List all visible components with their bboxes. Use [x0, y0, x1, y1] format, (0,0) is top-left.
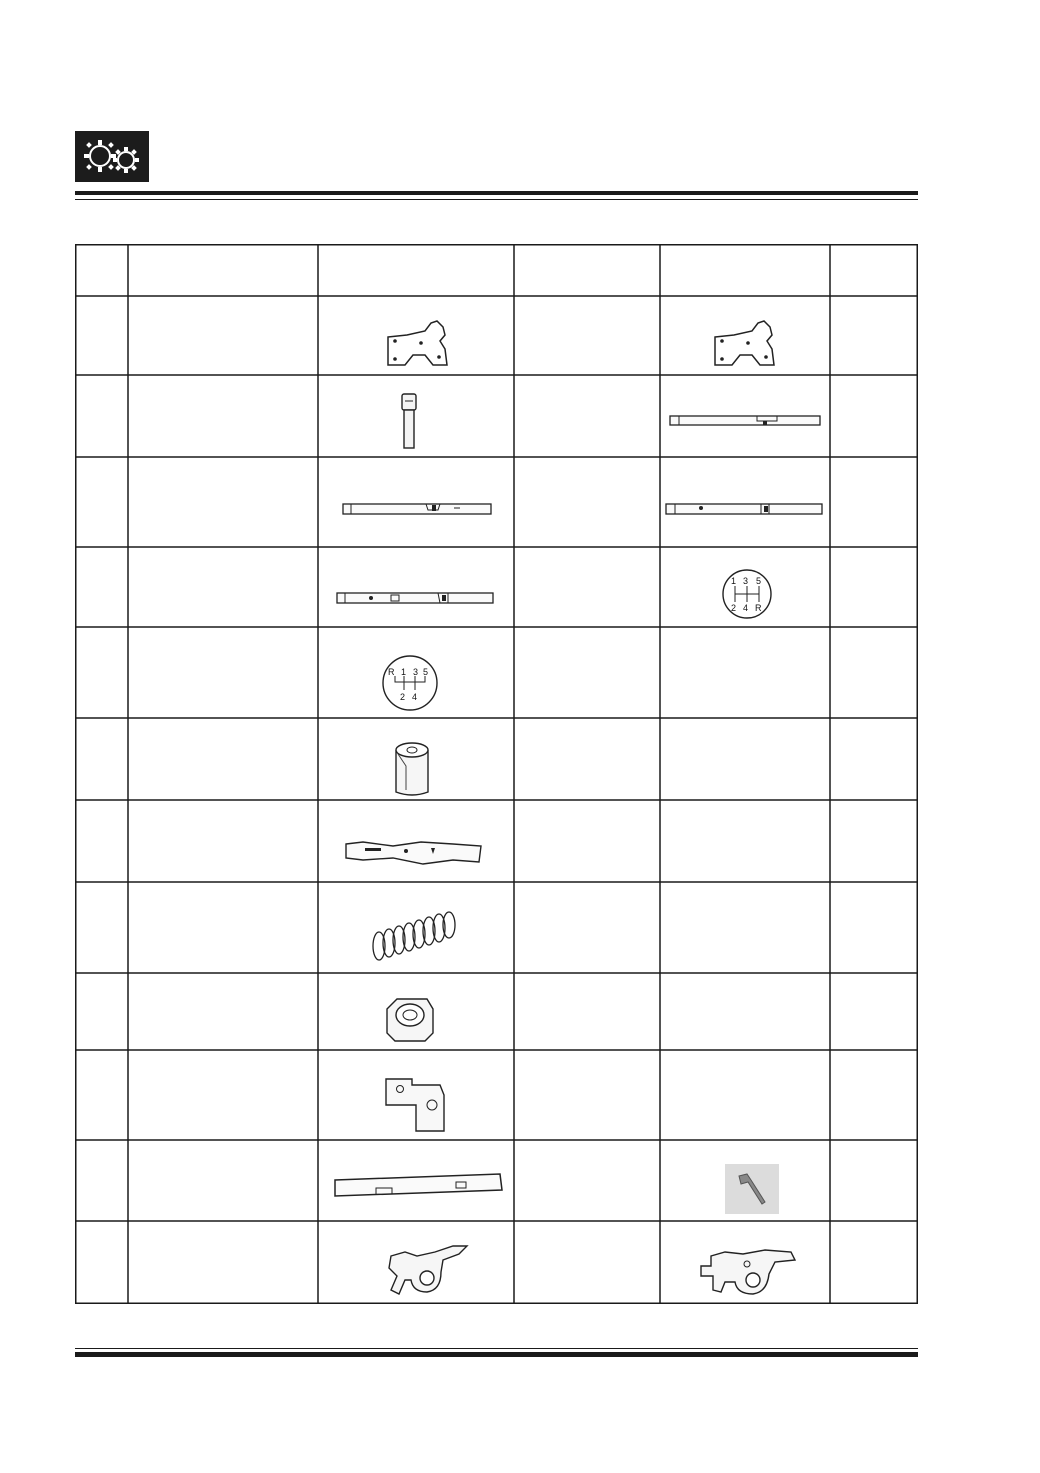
shift-rail-alt-icon [665, 500, 823, 518]
shift-plate-alt-icon [711, 319, 783, 369]
rod-icon [332, 1170, 504, 1204]
coil-spring-icon [367, 910, 463, 966]
lever-bar-icon [343, 830, 483, 870]
shift-pattern-knob-5r-icon [721, 568, 773, 620]
svg-text:R: R [388, 667, 395, 677]
parts-table [75, 244, 918, 1304]
header-rule-thick [75, 191, 918, 195]
svg-text:2: 2 [400, 692, 406, 702]
shift-fork-icon [381, 1242, 471, 1300]
gears-logo [75, 131, 149, 182]
shift-rail-short-icon [669, 412, 821, 428]
shift-fork-alt-icon [695, 1242, 799, 1302]
bracket-block-icon [382, 1075, 448, 1135]
svg-text:5: 5 [756, 576, 762, 586]
shift-rail-icon [342, 500, 492, 518]
pin-photo-icon [725, 1164, 779, 1214]
footer-rule-thin [75, 1348, 918, 1349]
shift-plate-icon [385, 319, 455, 369]
nut-block-icon [383, 995, 437, 1045]
footer-rule-thick [75, 1352, 918, 1357]
shift-pattern-knob-r5-icon [381, 654, 439, 712]
svg-text:1: 1 [731, 576, 737, 586]
table-grid [75, 244, 918, 1304]
gears-icon [75, 131, 149, 182]
svg-text:1: 1 [401, 667, 407, 677]
svg-text:5: 5 [423, 667, 429, 677]
svg-text:4: 4 [412, 692, 418, 702]
svg-text:2: 2 [731, 603, 737, 613]
bolt-pin-icon [397, 392, 421, 452]
svg-text:4: 4 [743, 603, 749, 613]
header-rule-thin [75, 199, 918, 200]
svg-text:R: R [755, 603, 762, 613]
svg-text:3: 3 [413, 667, 419, 677]
cylinder-sleeve-icon [392, 740, 432, 798]
shift-rail-long-icon [336, 589, 494, 607]
svg-text:3: 3 [743, 576, 749, 586]
